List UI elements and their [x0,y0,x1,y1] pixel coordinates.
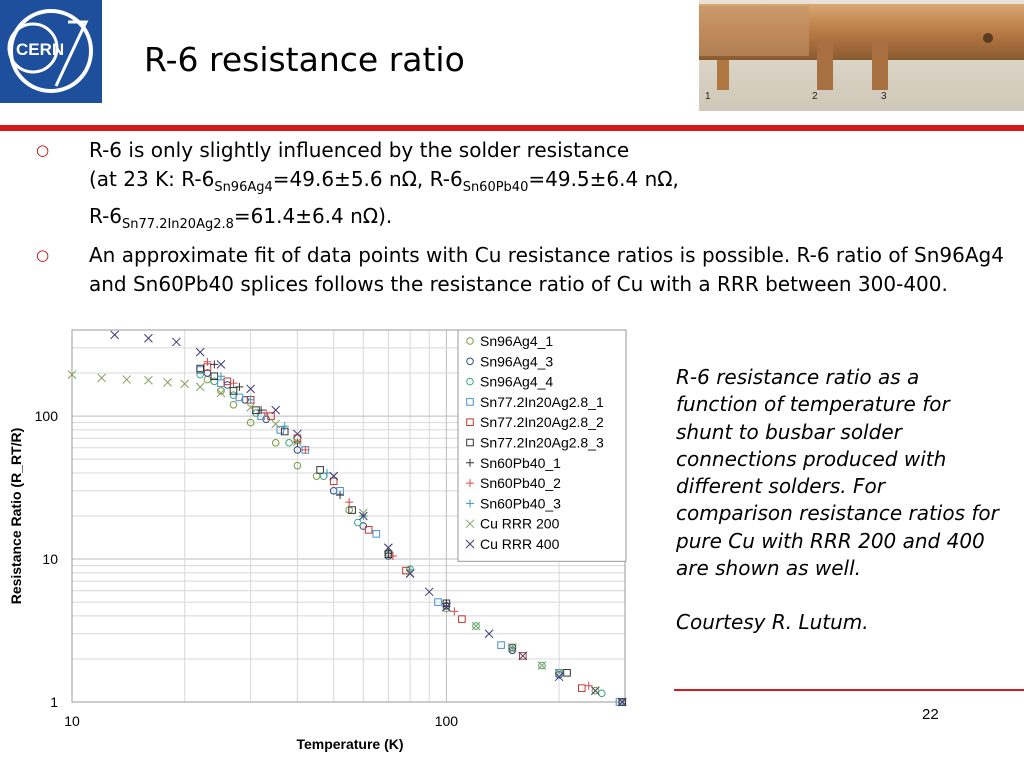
data-point [538,662,546,670]
data-point [210,360,218,368]
subscript-sn60pb40: Sn60Pb40 [462,180,529,195]
data-point [196,383,204,391]
footer-divider [674,689,1024,691]
photo-label-1: 1 [705,91,711,102]
data-point [196,348,204,356]
data-point [564,670,571,677]
data-point [355,519,362,526]
slide-title: R-6 resistance ratio [144,40,465,79]
photo-label-2: 2 [812,91,818,102]
data-point [373,531,380,538]
data-point [211,378,218,385]
bullet-1-line-1: R-6 is only slightly influenced by the solder resistance [89,138,630,162]
y-tick-label: 100 [34,408,58,425]
bullet-circle-icon: ○ [36,141,50,159]
legend-label: Sn77.2In20Ag2.8_1 [480,393,604,410]
data-point [172,338,180,346]
bullet-1-text-a: (at 23 K: R-6 [89,167,215,191]
logo-text: CERN [16,40,65,59]
x-tick-label: 10 [64,713,80,729]
title-divider [0,125,1024,131]
data-point [313,473,320,480]
legend-label: Sn77.2In20Ag2.8_2 [480,414,604,431]
caption-courtesy: Courtesy R. Lutum. [676,610,869,635]
legend-label: Sn96Ag4_4 [480,373,554,390]
data-point [272,420,280,428]
data-point [578,685,585,692]
bullet-circle-icon: ○ [36,246,50,264]
data-point [123,376,131,384]
data-point [272,406,280,414]
photo-label-3: 3 [881,91,887,102]
cern-logo-graphic [0,0,102,103]
chart-svg [0,320,650,768]
legend-label: Sn96Ag4_3 [480,353,554,370]
bullet-1-text-b: =49.6±5.6 nΩ, R-6 [272,167,463,191]
data-point [272,440,279,447]
data-point [144,334,152,342]
y-tick-label: 10 [42,551,58,568]
data-point [585,682,593,690]
legend-label: Sn60Pb40_1 [480,454,561,471]
caption-text: R-6 resistance ratio as a function of temperature for shunt to busbar solder connections produced with different solders. For comparison resistance ratios for pure Cu with RRR 200 and 400 are shown as well. [676,365,999,581]
bullet-1-line-3 [89,202,1016,239]
legend-label: Sn60Pb40_2 [480,475,561,492]
subscript-sn96ag4: Sn96Ag4 [214,180,273,195]
data-point [472,622,480,630]
data-point [218,380,225,387]
figure-caption [676,364,1006,637]
x-axis-label: Temperature (K) [296,736,404,752]
data-point [598,690,605,697]
data-point [230,401,237,408]
legend-label: Sn77.2In20Ag2.8_3 [480,434,604,451]
cern-logo [0,0,102,103]
data-point [450,607,458,615]
page-number: 22 [922,706,939,723]
data-point [345,498,353,506]
data-point [98,374,106,382]
y-axis-label: Resistance Ratio (R_RT/R) [8,427,24,605]
bullet-list [36,136,1016,301]
data-point [293,439,301,447]
bullet-2-text: An approximate fit of data points with Cu resistance ratios is possible. R-6 ratio of Sn96Ag4 and Sn60Pb40 splices follows the resistance ratio of Cu with a RRR between 300-400. [89,243,1004,296]
data-point [164,378,172,386]
data-point [320,473,327,480]
resistance-ratio-chart [0,320,650,768]
legend-label: Sn60Pb40_3 [480,495,561,512]
bullet-item-1 [36,136,1016,239]
data-point [286,440,293,447]
data-point [498,642,505,649]
bullet-1-text-c: =49.5±6.4 nΩ, [528,167,679,191]
splice-photo [699,0,1024,111]
subscript-sn77: Sn77.2In20Ag2.8 [122,217,234,232]
y-tick-label: 1 [50,694,58,710]
legend-label: Sn96Ag4_1 [480,333,554,349]
legend-label: Cu RRR 200 [480,515,560,532]
x-tick-label: 100 [434,713,459,729]
bullet-1-line-2 [89,165,1016,202]
legend-label: Cu RRR 400 [480,536,560,552]
data-point [281,422,289,430]
data-point [459,616,466,623]
data-point [111,331,119,339]
bullet-1-text-e: =61.4±6.4 nΩ). [233,204,393,228]
data-point [144,376,152,384]
data-point [204,376,211,383]
bullet-item-2 [36,241,1016,299]
bullet-1-text-d: R-6 [89,204,123,228]
data-point [317,467,324,474]
busbar-photo-graphic [699,0,1024,111]
